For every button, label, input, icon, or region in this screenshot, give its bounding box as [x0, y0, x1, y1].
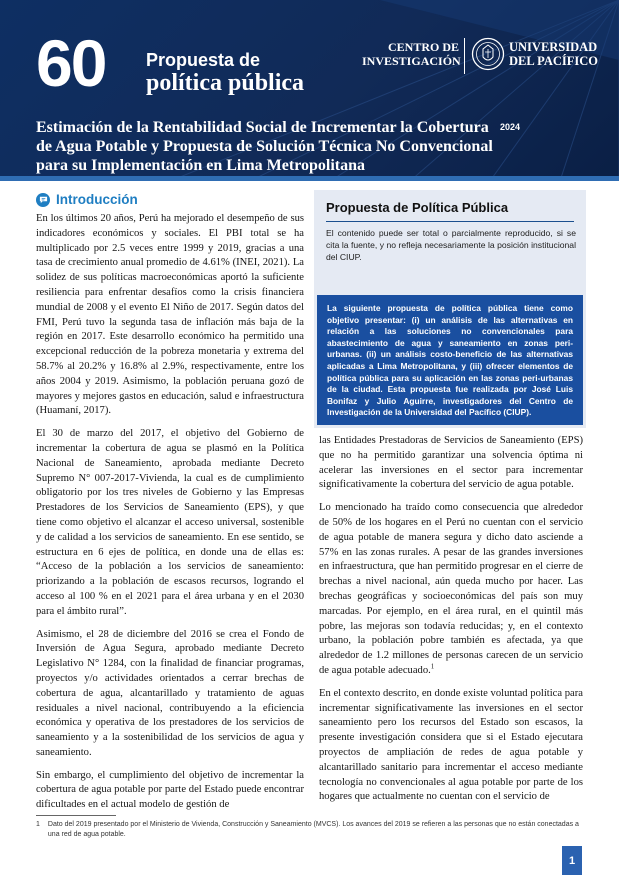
centro-line-1: CENTRO DE — [387, 40, 459, 54]
politica-publica-label: política pública — [146, 70, 305, 96]
footnote-number: 1 — [36, 821, 40, 828]
policy-box — [314, 190, 586, 268]
left-column — [36, 212, 304, 821]
issue-number: 60 — [36, 26, 106, 100]
propuesta-label: Propuesta de — [146, 50, 261, 70]
logo-divider — [464, 38, 465, 74]
publication-year: 2024 — [500, 122, 521, 132]
univ-line-1: UNIVERSIDAD — [509, 40, 598, 54]
intro-heading — [36, 192, 138, 207]
intro-paragraph: El 30 de marzo del 2017, el objetivo del Gobierno de incrementar la cobertura de agua se plasmó en la Política Nacional de Saneamiento, aprobada mediante Decreto Supremo N° 007-2017-Vivienda, la cual es de cumplimiento obligatorio por los tres niveles de Gobierno y las Empresas Prestadores de los Servicios de Saneamiento (EPS), y que tiene como objetivo el alcanzar el acceso universal, sostenible y de calidad a los servicios de saneamiento. En ese sentido, se estructura en 6 ejes de política, en donde una de ellas es: “Acceso de la población a los servicios de saneamiento: priorizando a la población de escasos recursos, logrando el acceso al 100 % en el 2021 para el área urbana y en el 2030 para el ámbito rural”. — [36, 428, 304, 617]
policy-box-rule — [326, 221, 574, 222]
policy-summary-box — [314, 292, 586, 428]
header-accent-bar — [0, 176, 619, 181]
header-banner — [0, 0, 619, 181]
footnote-rule — [36, 815, 116, 816]
speech-bubble-icon — [36, 193, 50, 207]
policy-summary-text: La siguiente propuesta de política pública tiene como objetivo presentar: (i) un análisis de las alternativas en relación a las soluciones no convencionales para abastecimiento de agua y saneamiento en zonas peri-urbanas. (ii) un análisis costo-beneficio de las alternativas aplicadas a Lima Metropolitana, y (iii) ofrecer elementos de política pública para su aplicación en las zonas peri-urbanas de la ciudad. Esta propuesta fue realizada por José Luis Bonifaz y Julio Aguirre, investigadores del Centro de Investigación de la Universidad del Pacífico (CIUP). — [327, 303, 573, 418]
centro-investigacion-logo-text — [362, 40, 459, 68]
page-number: 1 — [562, 846, 582, 875]
document-title: Estimación de la Rentabilidad Social de Incrementar la Cobertura de Agua Potable y Propuesta de Solución Técnica No Convencional para su Implementación en Lima Metropolitana — [36, 119, 493, 174]
body-paragraph: las Entidades Prestadoras de Servicios de Saneamiento (EPS) que no ha permitido garantizar una solvencia óptima ni acelerar las inversiones en el sector para incrementar significativamente la cobertura del servicio de agua potable. — [319, 435, 583, 491]
centro-line-2: INVESTIGACIÓN — [362, 54, 461, 68]
intro-paragraph: En los últimos 20 años, Perú ha mejorado el desempeño de sus indicadores económicos y sociales. El PBI total se ha multiplicado por 2.5 veces entre 1999 y 2019, gracias a una tasa de crecimiento anual promedio de 4.61% (INEI, 2021). La solidez de sus políticas macroeconómicas aportó la suficiente resiliencia para enfrentar desafíos como la crisis financiera mundial de 2008 y el evento El Niño de 2017. Según datos del FMI, Perú tuvo la segunda tasa de inflación más baja de la región en 2017. Este desarrollo económico ha permitido una excepcional reducción de la pobreza monetaria y extrema del 58.7% al 20.2% y 16.8% al 2.9%, respectivamente, entre los años 2004 y 2019. Asimismo, la población peruana gozó de mayores y mejores gastos en educación, salud e infraestructura (Huamaní, 2017). — [36, 213, 304, 417]
intro-title: Introducción — [56, 192, 138, 207]
policy-box-notice: El contenido puede ser total o parcialmente reproducido, si se cita la fuente, y no refleja necesariamente la posición institucional del CIUP. — [326, 228, 576, 262]
university-seal-icon — [471, 37, 505, 71]
univ-line-2: DEL PACÍFICO — [509, 54, 599, 68]
universidad-logo-text — [509, 40, 598, 68]
policy-box-title: Propuesta de Política Pública — [326, 200, 509, 215]
body-paragraph: En el contexto descrito, en donde existe voluntad política para incrementar significativamente las inversiones en el sector saneamiento pero los recursos del Estado son escasos, la presente investigación considera que si el Estado ejecutara proyectos de ampliación de redes de agua potable y alcantarillado sanitario para incrementar el acceso mediante tecnología no convencionales al agua potable por parte de los hogares que actualmente no cuentan con el servicio de — [319, 687, 583, 803]
footnote-text: Dato del 2019 presentado por el Ministerio de Vivienda, Construcción y Saneamiento (MVCS). Los avances del 2019 se refieren a las personas que no están conectadas a una red de agua potable. — [47, 821, 579, 838]
intro-paragraph: Sin embargo, el cumplimiento del objetivo de incrementar la cobertura de agua potable por parte del Estado puede encontrar dificultades en el actual modelo de gestión de — [36, 769, 304, 811]
right-column — [319, 434, 583, 813]
footnote — [36, 820, 584, 839]
intro-paragraph: Asimismo, el 28 de diciembre del 2016 se crea el Fondo de Inversión de Agua Segura, aprobado mediante Decreto Legislativo N° 1284, con la finalidad de financiar programas, proyectos y/o actividades orientados a cerrar brechas de cobertura de agua, alcantarillado y tratamiento de aguas residuales a nivel nacional, contribuyendo a la eficiencia económica y operativa de los prestadores de los servicios de saneamiento y a la sostenibilidad de los servicios de agua y saneamiento. — [36, 628, 304, 758]
footnote-reference: 1 — [430, 662, 435, 671]
body-paragraph-text: Lo mencionado ha traído como consecuencia que alrededor de 50% de los hogares en el Perú no cuentan con el servicio de agua potable de manera segura y dicho dato asciende a 57% en las zonas rurales. A pesar de las grandes inversiones en infraestructura, que han permitido progresar en el cierre de brechas a nivel nacional, aún queda mucho por hacer. Las brechas geográficas y socioeconómicas del país son muy marcadas. Por ejemplo, en el área rural, en el quintil más pobre, las mejoras son todavía reducidas; y, en el contexto urbano, la población pobre también es afectada, ya que alrededor de 1.2 millones de personas carecen de un servicio de agua potable adecuado. — [319, 502, 583, 676]
policy-box-spacer — [314, 268, 586, 292]
body-paragraph — [319, 501, 583, 679]
